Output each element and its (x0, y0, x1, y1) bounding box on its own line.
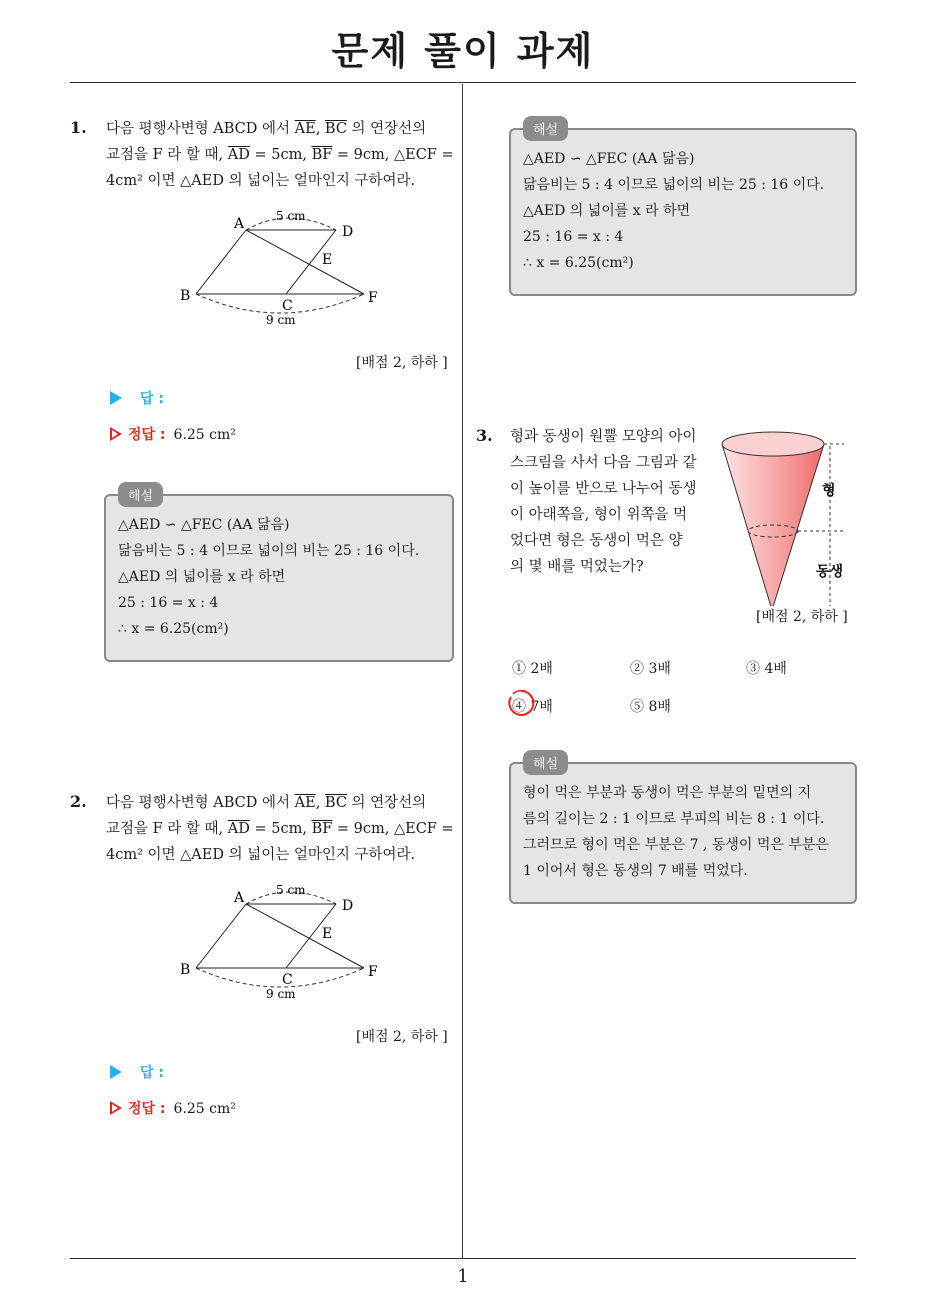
fig1-label-d: D (342, 224, 354, 240)
cone-lower-label: 동생 (816, 564, 844, 580)
fig2-bottom-length: 9 cm (266, 987, 296, 1001)
problem-3-score: [배점 2, 하하 ] (754, 606, 850, 626)
problem-1-figure (170, 200, 400, 332)
footer-rule (70, 1258, 856, 1259)
fig1-top-length: 5 cm (276, 209, 306, 223)
header-rule (70, 82, 856, 83)
fig1-label-a: A (234, 216, 245, 232)
selected-choice-circle-icon (506, 688, 536, 718)
fig2-label-c: C (282, 972, 293, 988)
choice-3[interactable]: ③ 4배 (746, 661, 787, 677)
problem-1-answer: 답 : (110, 388, 164, 408)
problem-2-text: 다음 평행사변형 ABCD 에서 $\overline{AE}$, $\overline{BC}$ 의 연장선의 교점을 F 라 할 때, $\overline{AD} = 5cm$, $\overline{BF} = 9cm$, △ECF = 4cm² 이면 △AED 의 넓이는 얼마인지 구하여라. (106, 795, 454, 863)
choice-1[interactable]: ① 2배 (512, 661, 553, 677)
fig2-label-d: D (342, 898, 354, 914)
problem-3-number: 3. (476, 426, 493, 445)
solution-tag: 해설 (118, 482, 163, 507)
fig1-label-e: E (322, 252, 333, 268)
fig1-label-b: B (180, 288, 191, 304)
problem-1-text: 다음 평행사변형 ABCD 에서 $\overline{AE}$, $\overline{BC}$ 의 연장선의 교점을 F 라 할 때, $\overline{AD} = 5cm$, $\overline{BF} = 9cm$, △ECF = 4cm² 이면 △AED 의 넓이는 얼마인지 구하여라. (106, 121, 454, 189)
problem-3-solution: 해설 형이 먹은 부분과 동생이 먹은 부분의 밑면의 지 름의 길이는 2 : 1 이므로 부피의 비는 8 : 1 이다. 그러므로 형이 먹은 부분은 7 , 동생이 먹은 부분은 1 이어서 형은 동생의 7 배를 먹었다. (509, 762, 857, 904)
key-arrow-icon (110, 1101, 122, 1115)
problem-2-number: 2. (70, 792, 87, 811)
fig2-label-e: E (322, 926, 333, 942)
choice-5[interactable]: ⑤ 8배 (630, 699, 671, 715)
fig1-label-f: F (368, 290, 378, 306)
problem-2-key: 정답 : 6.25 cm² (110, 1098, 236, 1118)
solution-tag: 해설 (523, 116, 568, 141)
key-arrow-icon (110, 427, 122, 441)
solution-tag: 해설 (523, 750, 568, 775)
problem-2-answer: 답 : (110, 1062, 164, 1082)
problem-1-score: [배점 2, 하하 ] (356, 355, 448, 371)
problem-1-solution: 해설 △AED ∽ △FEC (AA 닮음) 닮음비는 5 : 4 이므로 넓이의 비는 25 : 16 이다. △AED 의 넓이를 x 라 하면 25 : 16 = x : 4 ∴ x = 6.25(cm²) (104, 494, 454, 662)
page-title: 문제 풀이 과제 (331, 29, 595, 73)
problem-2-score: [배점 2, 하하 ] (356, 1029, 448, 1045)
choice-2[interactable]: ② 3배 (630, 661, 671, 677)
problem-1-key: 정답 : 6.25 cm² (110, 424, 236, 444)
page-number: 1 (457, 1266, 469, 1287)
fig1-label-c: C (282, 298, 293, 314)
right-top-solution: 해설 △AED ∽ △FEC (AA 닮음) 닮음비는 5 : 4 이므로 넓이의 비는 25 : 16 이다. △AED 의 넓이를 x 라 하면 25 : 16 = x : 4 ∴ x = 6.25(cm²) (509, 128, 857, 296)
fig2-label-f: F (368, 964, 378, 980)
fig2-top-length: 5 cm (276, 883, 306, 897)
problem-2-figure (170, 874, 400, 1006)
column-divider (462, 84, 463, 1258)
problem-1-number: 1. (70, 118, 87, 137)
cone-figure (716, 424, 866, 612)
answer-arrow-icon (110, 391, 122, 405)
fig2-label-b: B (180, 962, 191, 978)
answer-arrow-icon (110, 1065, 122, 1079)
choice-4[interactable]: ④ 7배 (512, 699, 553, 715)
cone-upper-label: 형 (822, 483, 836, 499)
problem-3-text: 형과 동생이 원뿔 모양의 아이 스크림을 사서 다음 그림과 같 이 높이를 반으로 나누어 동생 이 아래쪽을, 형이 위쪽을 먹 었다면 형은 동생이 먹은 양 의 몇 배를 먹었는가? (510, 429, 697, 575)
fig2-label-a: A (234, 890, 245, 906)
fig1-bottom-length: 9 cm (266, 313, 296, 327)
